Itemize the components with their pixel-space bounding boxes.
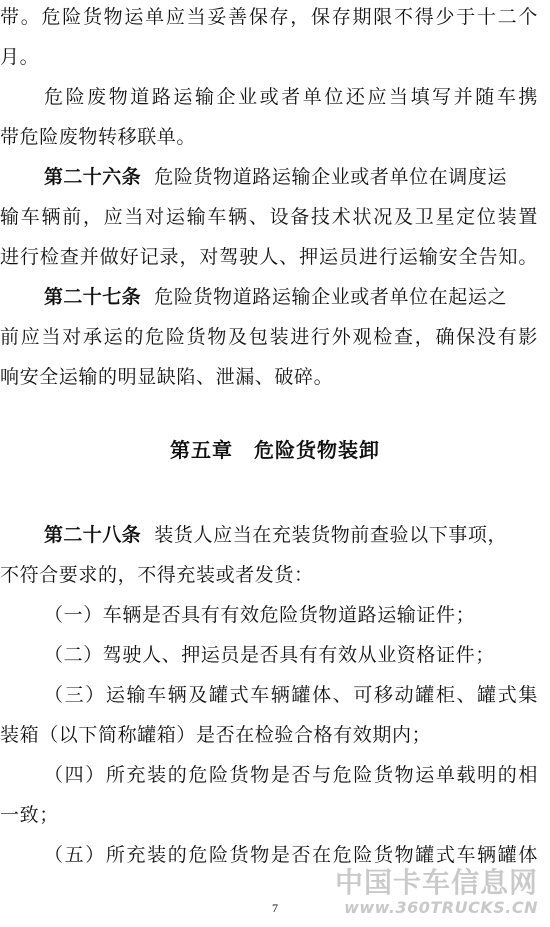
article-27 [44, 280, 538, 314]
paragraph-line: 带危险废物转移联单。 [0, 126, 197, 148]
paragraph-line: 月。 [0, 46, 40, 68]
list-item: （三）运输车辆及罐式车辆罐体、可移动罐柜、罐式集 [44, 684, 538, 706]
paragraph-line: 带。危险货物运单应当妥善保存，保存期限不得少于十二个 [0, 6, 538, 28]
article-text: 装货人应当在充装货物前查验以下事项， [154, 524, 508, 546]
watermark-logo [335, 867, 538, 917]
list-item: （二）驾驶人、押运员是否具有有效从业资格证件； [44, 644, 495, 666]
paragraph-line: 输车辆前，应当对运输车辆、设备技术状况及卫星定位装置 [0, 206, 538, 228]
paragraph-line: 响安全运输的明显缺陷、泄漏、破碎。 [0, 366, 334, 388]
list-item: （四）所充装的危险货物是否与危险货物运单载明的相 [44, 764, 538, 786]
list-item: （一）车辆是否具有有效危险货物道路运输证件； [44, 604, 476, 626]
paragraph-line: 不符合要求的，不得充装或者发货： [0, 564, 314, 586]
chapter-heading: 第五章 危险货物装卸 [170, 438, 380, 462]
paragraph-line: 装箱（以下简称罐箱）是否在检验合格有效期内； [0, 724, 432, 746]
paragraph-line: 危险废物道路运输企业或者单位还应当填写并随车携 [44, 86, 538, 108]
article-title: 第二十八条 [44, 524, 142, 546]
article-title: 第二十七条 [44, 286, 142, 308]
watermark-text: 中国卡车信息网 [334, 866, 538, 899]
article-text: 危险货物道路运输企业或者单位在起运之 [154, 286, 508, 308]
watermark-url: www.360TRUCKS.CN [344, 898, 538, 917]
paragraph-line: 前应当对承运的危险货物及包装进行外观检查，确保没有影 [0, 326, 538, 348]
article-title: 第二十六条 [44, 166, 142, 188]
paragraph-line: 一致； [0, 804, 59, 826]
paragraph-line: 进行检查并做好记录，对驾驶人、押运员进行运输安全告知。 [0, 246, 538, 268]
article-26 [44, 160, 538, 194]
list-item: （五）所充装的危险货物是否在危险货物罐式车辆罐体 [44, 844, 538, 866]
article-28 [44, 518, 538, 552]
article-text: 危险货物道路运输企业或者单位在调度运 [154, 166, 508, 188]
page-number: 7 [272, 901, 278, 915]
